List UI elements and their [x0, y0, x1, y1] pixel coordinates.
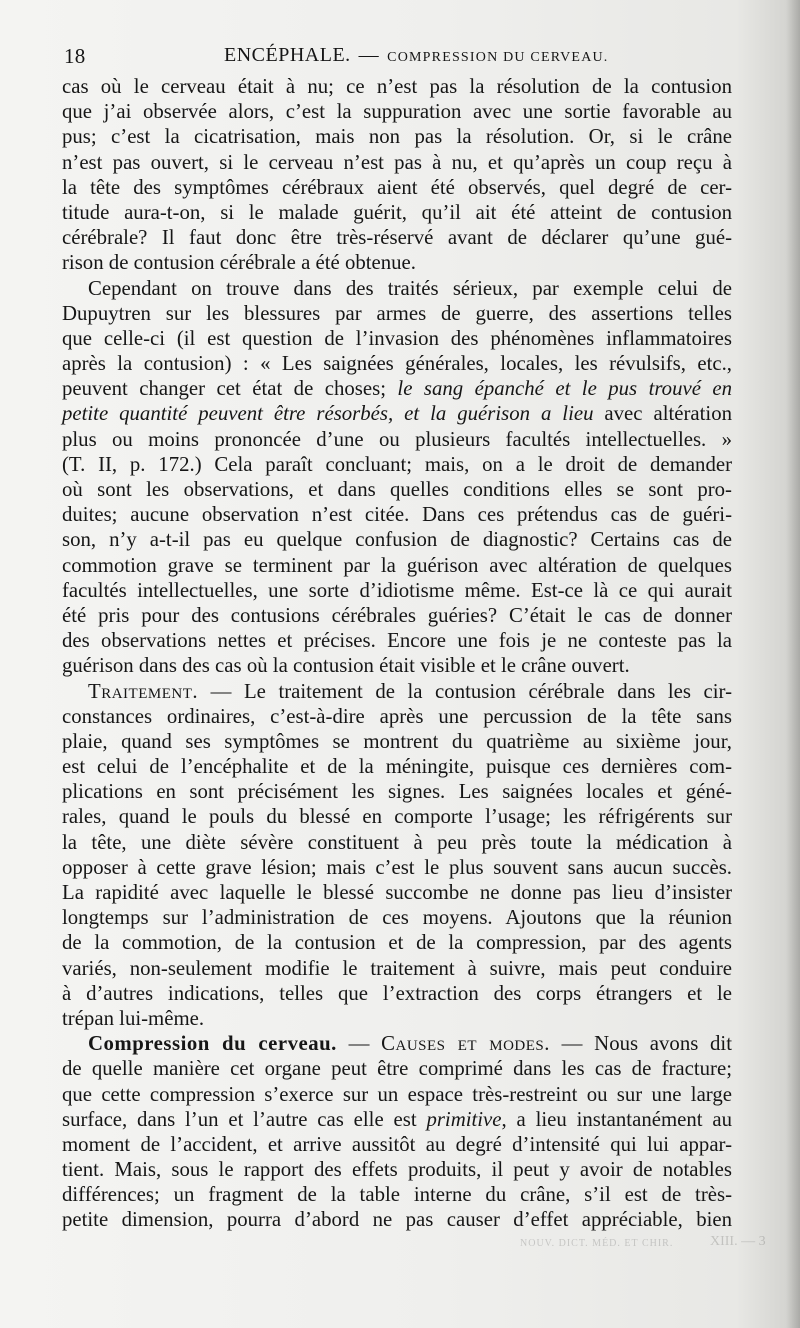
- text-line: (T. II, p. 172.) Cela paraît concluant; mais, on a le droit de demander: [62, 452, 732, 476]
- text-line: des observations nettes et précises. Encore une fois je ne conteste pas la: [62, 629, 732, 653]
- text-segment: peuvent changer cet état de choses;: [62, 377, 398, 401]
- text-line: différences; un fragment de la table interne du crâne, s’il est de très-: [62, 1183, 732, 1207]
- text-line: pus; c’est la cicatrisation, mais non pas la résolution. Or, si le crâne: [62, 125, 732, 149]
- text-line: [62, 376, 732, 401]
- text-line: Dupuytren sur les blessures par armes de guerre, des assertions telles: [62, 301, 732, 325]
- text-line: constances ordinaires, c’est-à-dire après une percussion de la tête sans: [62, 704, 732, 728]
- text-segment: — Le traitement de la contusion cérébrale dans les cir-: [198, 679, 732, 703]
- text-line: est celui de l’encéphalite et de la méningite, puisque ces dernières com-: [62, 755, 732, 779]
- text-line: opposer à cette grave lésion; mais c’est le plus souvent sans aucun succès.: [62, 855, 732, 879]
- text-line: de quelle manière cet organe peut être comprimé dans les cas de fracture;: [62, 1057, 732, 1081]
- text-line: [62, 1107, 732, 1132]
- running-title: [224, 44, 609, 67]
- text-line: n’est pas ouvert, si le cerveau n’est pas à nu, et qu’après un coup reçu à: [62, 150, 732, 174]
- text-line: où sont les observations, et dans quelles conditions elles se sont pro-: [62, 478, 732, 501]
- text-line: commotion grave se terminent par la guérison avec altération de quelques: [62, 553, 732, 577]
- text-line: cas où le cerveau était à nu; ce n’est pas la résolution de la contusion: [62, 75, 732, 98]
- text-line: que celle-ci (il est question de l’invasion des phénomènes inflammatoires: [62, 326, 732, 350]
- italic-term: primitive: [426, 1107, 502, 1131]
- subheading-causes: Causes et modes.: [381, 1032, 550, 1056]
- text-line: tient. Mais, sous le rapport des effets produits, il peut y avoir de notables: [62, 1158, 732, 1182]
- text-line: moment de l’accident, et arrive aussitôt au degré d’intensité qui lui appar-: [62, 1132, 732, 1156]
- text-line: la tête des symptômes cérébraux aient été observés, quel degré de cer-: [62, 175, 732, 199]
- text-line: son, n’y a-t-il pas eu quelque confusion de diagnostic? Certains cas de: [62, 528, 732, 552]
- text-line: [62, 401, 732, 426]
- text-line: duites; aucune observation n’est citée. Dans ces prétendus cas de guéri-: [62, 503, 732, 527]
- text-line: La rapidité avec laquelle le blessé succombe ne donne pas lieu d’insister: [62, 881, 732, 904]
- italic-quote: petite quantité peuvent être résorbés, et la guérison a lieu: [62, 402, 594, 426]
- text-segment: surface, dans l’un et l’autre cas elle est: [62, 1107, 427, 1131]
- text-line: la tête, une diète sévère constituent à peu près toute la médication à: [62, 830, 732, 854]
- text-line: longtemps sur l’administration de ces moyens. Ajoutons que la réunion: [62, 906, 732, 930]
- page-number: 18: [64, 44, 86, 68]
- text-line: que j’ai observée alors, c’est la suppuration avec une sortie favorable au: [62, 100, 732, 124]
- text-line: cérébrale? Il faut donc être très-réservé avant de déclarer qu’une gué-: [62, 226, 732, 250]
- body-text: [62, 74, 732, 1233]
- text-line: titude aura-t-on, si le malade guérit, qu’il ait été atteint de contusion: [62, 200, 732, 224]
- section-heading-compression: Compression du cerveau.: [88, 1032, 337, 1056]
- text-line: à d’autres indications, telles que l’extraction des corps étrangers et le: [62, 981, 732, 1005]
- text-segment: avec altération: [593, 402, 732, 426]
- running-head: [64, 40, 764, 70]
- signature-mark: NOUV. DICT. MÉD. ET CHIR.: [520, 1238, 674, 1249]
- title-dash: —: [358, 44, 380, 66]
- text-line: de la commotion, de la contusion et de la compression, par des agents: [62, 931, 732, 955]
- section-heading-traitement: Traitement.: [88, 679, 199, 703]
- text-line: [62, 679, 732, 704]
- text-segment: —: [336, 1032, 382, 1056]
- text-line: après la contusion) : « Les saignées générales, locales, les révulsifs, etc.,: [62, 352, 732, 376]
- text-line: variés, non-seulement modifie le traitement à suivre, mais peut conduire: [62, 956, 732, 980]
- text-line: rison de contusion cérébrale a été obtenue.: [62, 251, 416, 275]
- text-line: rales, quand le pouls du blessé en comporte l’usage; les réfrigérents sur: [62, 805, 732, 829]
- text-segment: — Nous avons dit: [549, 1032, 732, 1056]
- text-line: facultés intellectuelles, une sorte d’idiotisme même. Est-ce là ce qui aurait: [62, 578, 732, 602]
- title-text: ENCÉPHALE.: [224, 44, 351, 66]
- text-line: trépan lui-même.: [62, 1006, 205, 1030]
- text-line: que cette compression s’exerce sur un espace très-restreint ou sur une large: [62, 1082, 732, 1106]
- text-line: plications en sont précisément les signes. Les saignées locales et géné-: [62, 780, 732, 804]
- text-line: été pris pour des contusions cérébrales guéries? C’était le cas de donner: [62, 603, 732, 627]
- sheet-mark: XIII. — 3: [710, 1234, 766, 1249]
- text-line: [62, 1031, 732, 1056]
- text-line: guérison dans des cas où la contusion était visible et le crâne ouvert.: [62, 654, 630, 678]
- italic-quote: le sang épanché et le pus trouvé en: [397, 377, 733, 401]
- subtitle-text: COMPRESSION DU CERVEAU.: [387, 50, 609, 65]
- text-line: plaie, quand ses symptômes se montrent du quatrième au sixième jour,: [62, 729, 732, 753]
- text-line: plus ou moins prononcée d’une ou plusieurs facultés intellectuelles. »: [62, 427, 732, 451]
- text-segment: , a lieu instantanément au: [501, 1107, 732, 1131]
- page-edge-shadow: [786, 0, 800, 1328]
- text-line: Cependant on trouve dans des traités sérieux, par exemple celui de: [88, 276, 732, 300]
- text-line: petite dimension, pourra d’abord ne pas causer d’effet appréciable, bien: [62, 1208, 732, 1232]
